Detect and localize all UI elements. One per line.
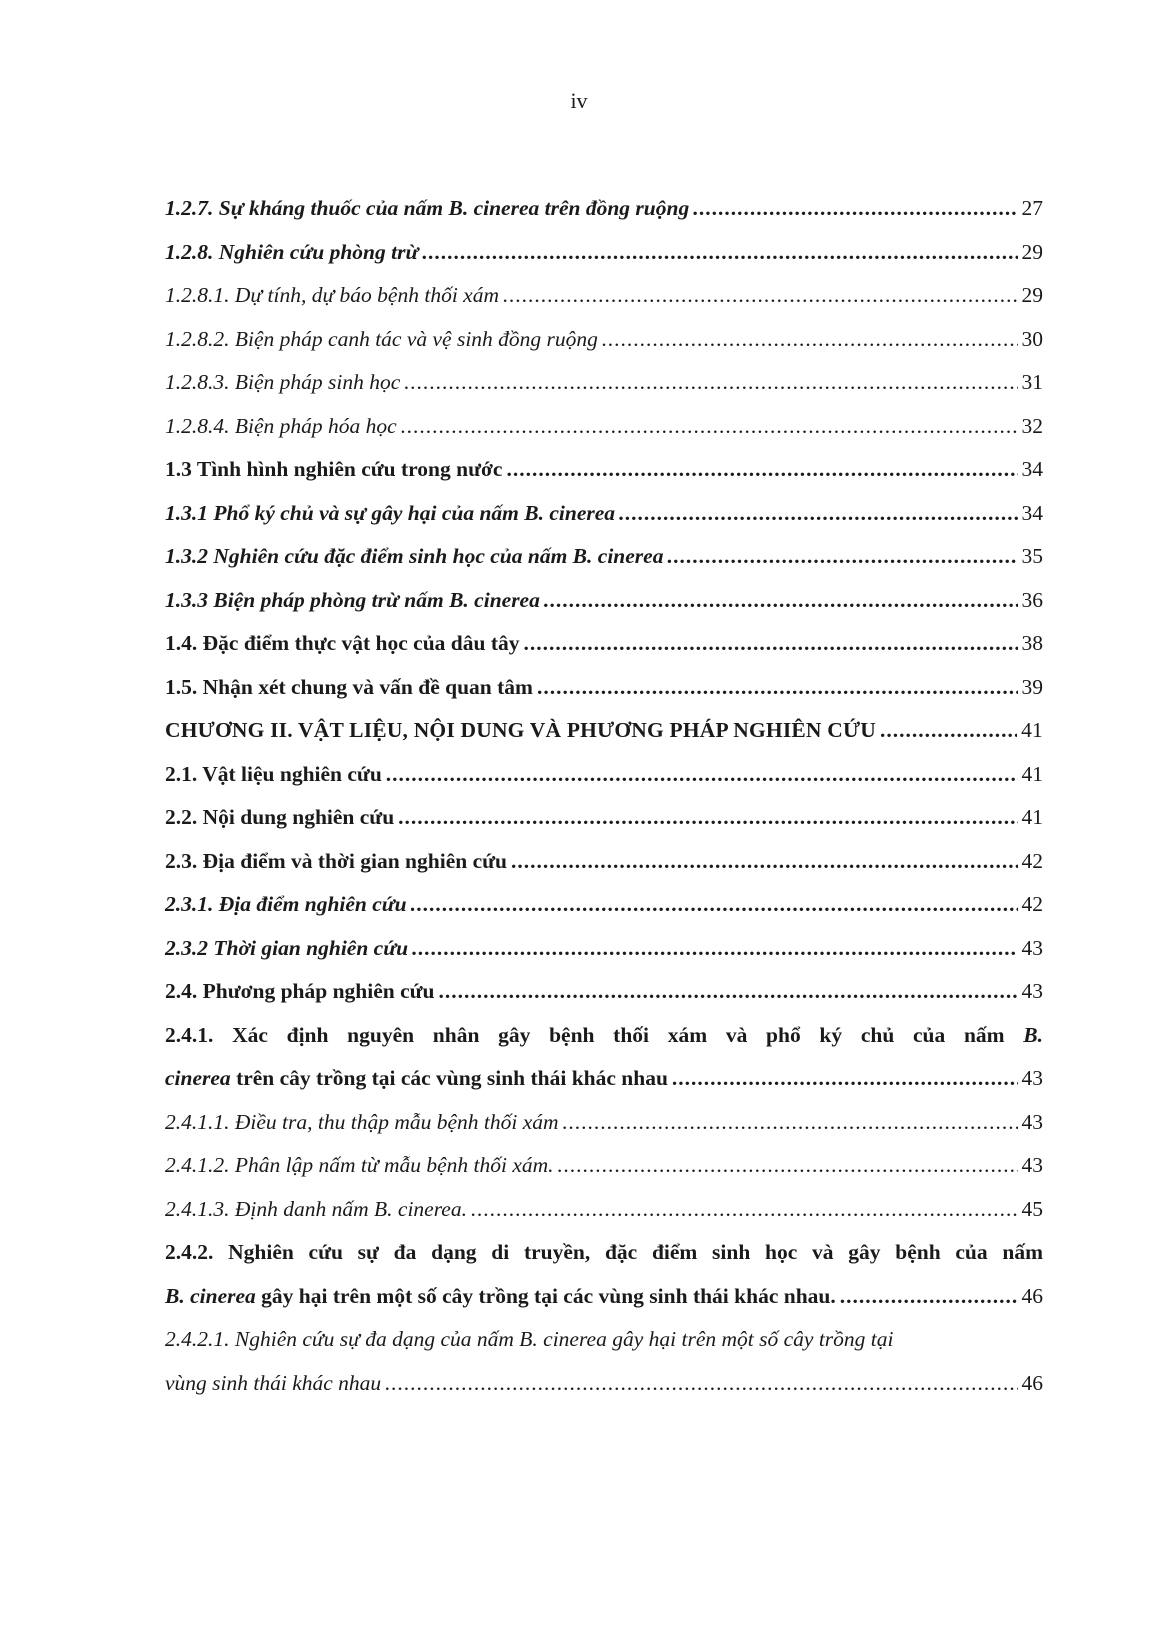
toc-entry-label: 2.4.1. Xác định nguyên nhân gây bệnh thối xám và phổ ký chủ của nấm [165,1022,1005,1047]
toc-entry-label-italic: B. [1023,1022,1044,1047]
toc-entry-2-2[interactable] [165,796,1043,840]
toc-entry-line-2 [165,1362,1043,1406]
toc-entry-1-2-8-2[interactable] [165,318,1043,362]
toc-entry-page: 42 [1021,848,1043,873]
toc-entry-page: 42 [1021,892,1043,916]
toc-dot-leader [524,622,1018,666]
toc-entry-label: 2.3.1. Địa điểm nghiên cứu [165,892,407,916]
toc-entry-page: 29 [1021,239,1043,264]
toc-dot-leader [840,1275,1018,1319]
toc-entry-line-1: 2.4.2. Nghiên cứu sự đa dạng di truyền, đặc điểm sinh học và gây bệnh của nấm [165,1240,1043,1264]
toc-entry-label: 1.3.1 Phổ ký chủ và sự gây hại của nấm B. cinerea [165,500,616,525]
toc-entry-page: 34 [1021,500,1043,525]
toc-entry-page: 43 [1021,1066,1043,1090]
toc-entry-label: 1.2.8.2. Biện pháp canh tác và vệ sinh đồng ruộng [165,326,598,351]
toc-entry-1-2-8-1[interactable] [165,274,1043,318]
toc-entry-page: 38 [1021,631,1043,655]
toc-entry-page: 41 [1021,805,1043,829]
toc-entry-2-4-1-3[interactable] [165,1188,1043,1232]
toc-dot-leader [503,274,1018,318]
toc-entry-page: 34 [1021,457,1043,481]
toc-entry-2-4-1[interactable] [165,1014,1043,1101]
toc-entry-2-3[interactable] [165,840,1043,884]
toc-entry-label: CHƯƠNG II. VẬT LIỆU, NỘI DUNG VÀ PHƯƠNG PHÁP NGHIÊN CỨU [165,718,876,742]
toc-entry-label: 2.3.2 Thời gian nghiên cứu [165,935,409,960]
toc-entry-label: 2.4.1.1. Điều tra, thu thập mẫu bệnh thối xám [165,1109,559,1134]
toc-entry-1-2-8[interactable] [165,231,1043,275]
toc-entry-label: 1.2.7. Sự kháng thuốc của nấm B. cinerea trên đồng ruộng [165,196,690,220]
toc-entry-page: 30 [1021,326,1043,351]
toc-entry-label: 1.2.8.1. Dự tính, dự báo bệnh thối xám [165,283,499,307]
toc-entry-label: 2.4.1.2. Phân lập nấm từ mẫu bệnh thối xám. [165,1153,554,1177]
toc-dot-leader [439,970,1018,1014]
toc-entry-1-3[interactable] [165,448,1043,492]
toc-entry-2-4-1-1[interactable] [165,1101,1043,1145]
toc-entry-1-2-8-3[interactable] [165,361,1043,405]
toc-entry-label: 1.2.8. Nghiên cứu phòng trừ [165,239,419,264]
toc-dot-leader [471,1188,1018,1232]
toc-entry-label-italic: cinerea [165,1066,231,1090]
toc-dot-leader [422,231,1017,275]
toc-dot-leader [385,1362,1017,1406]
toc-entry-label: 1.2.8.3. Biện pháp sinh học [165,370,401,394]
toc-dot-leader [693,187,1017,231]
toc-dot-leader [412,927,1017,971]
toc-entry-label: 2.1. Vật liệu nghiên cứu [165,761,382,786]
toc-entry-page: 39 [1021,674,1043,699]
toc-entry-line-1 [165,1014,1043,1058]
toc-entry-label: trên cây trồng tại các vùng sinh thái khác nhau [230,1066,668,1090]
toc-entry-2-4-2-1[interactable] [165,1318,1043,1405]
toc-entry-label: vùng sinh thái khác nhau [165,1370,382,1395]
toc-dot-leader [411,883,1018,927]
toc-entry-label-italic: B. cinerea [165,1283,256,1308]
toc-entry-1-2-8-4[interactable] [165,405,1043,449]
toc-entry-1-2-7[interactable] [165,187,1043,231]
toc-dot-leader [672,1057,1018,1101]
toc-entry-line-1: 2.4.2.1. Nghiên cứu sự đa dạng của nấm B. cinerea gây hại trên một số cây trồng tại [165,1327,894,1351]
toc-entry-page: 43 [1021,935,1043,960]
toc-entry-label: 1.3 Tình hình nghiên cứu trong nước [165,457,503,481]
toc-dot-leader [544,579,1018,623]
toc-entry-chapter-2[interactable] [165,709,1043,753]
toc-entry-1-5[interactable] [165,666,1043,710]
toc-entry-label: 1.5. Nhận xét chung và vấn đề quan tâm [165,674,533,699]
toc-entry-label: 2.4. Phương pháp nghiên cứu [165,979,435,1003]
toc-entry-1-3-2[interactable] [165,535,1043,579]
toc-entry-page: 43 [1021,1109,1043,1134]
toc-entry-page: 41 [1021,761,1043,786]
toc-dot-leader [401,405,1018,449]
toc-entry-label: 1.3.2 Nghiên cứu đặc điểm sinh học của nấm B. cinerea [165,544,664,568]
toc-dot-leader [386,753,1018,797]
toc-entry-1-4[interactable] [165,622,1043,666]
toc-dot-leader [506,448,1017,492]
toc-entry-label: 1.4. Đặc điểm thực vật học của dâu tây [165,631,520,655]
toc-entry-label: 1.2.8.4. Biện pháp hóa học [165,413,397,438]
toc-entry-page: 41 [1021,718,1043,742]
toc-entry-2-1[interactable] [165,753,1043,797]
toc-entry-2-3-2[interactable] [165,927,1043,971]
toc-dot-leader [398,796,1017,840]
toc-entry-page: 27 [1021,196,1043,220]
toc-dot-leader [404,361,1017,405]
toc-entry-page: 36 [1021,587,1043,612]
toc-dot-leader [602,318,1018,362]
toc-entry-line-2 [165,1275,1043,1319]
toc-entry-page: 46 [1021,1283,1043,1308]
toc-entry-2-3-1[interactable] [165,883,1043,927]
toc-dot-leader [511,840,1018,884]
toc-dot-leader [537,666,1018,710]
toc-entry-line-2 [165,1057,1043,1101]
toc-entry-page: 29 [1021,283,1043,307]
toc-entry-page: 43 [1021,979,1043,1003]
toc-entry-page: 43 [1021,1153,1043,1177]
toc-entry-1-3-1[interactable] [165,492,1043,536]
toc-entry-page: 31 [1021,370,1043,394]
toc-dot-leader [880,709,1017,753]
toc-entry-label: gây hại trên một số cây trồng tại các vùng sinh thái khác nhau. [255,1283,836,1308]
toc-entry-page: 46 [1021,1370,1043,1395]
toc-entry-label: 2.3. Địa điểm và thời gian nghiên cứu [165,848,507,873]
toc-entry-label: 2.4.1.3. Định danh nấm B. cinerea. [165,1196,467,1221]
toc-dot-leader [563,1101,1018,1145]
toc-entry-label: 2.2. Nội dung nghiên cứu [165,805,395,829]
toc-entry-1-3-3[interactable] [165,579,1043,623]
toc-entry-2-4-1-2[interactable] [165,1144,1043,1188]
toc-entry-page: 35 [1021,544,1043,568]
toc-entry-2-4-2[interactable] [165,1231,1043,1318]
toc-entry-page: 45 [1021,1196,1043,1221]
toc-entry-page: 32 [1021,413,1043,438]
toc-entry-2-4[interactable] [165,970,1043,1014]
toc-dot-leader [667,535,1017,579]
toc-dot-leader [619,492,1017,536]
table-of-contents [165,187,1043,1405]
page-number: iv [570,88,588,113]
toc-entry-label: 1.3.3 Biện pháp phòng trừ nấm B. cinerea [165,587,540,612]
toc-dot-leader [558,1144,1018,1188]
